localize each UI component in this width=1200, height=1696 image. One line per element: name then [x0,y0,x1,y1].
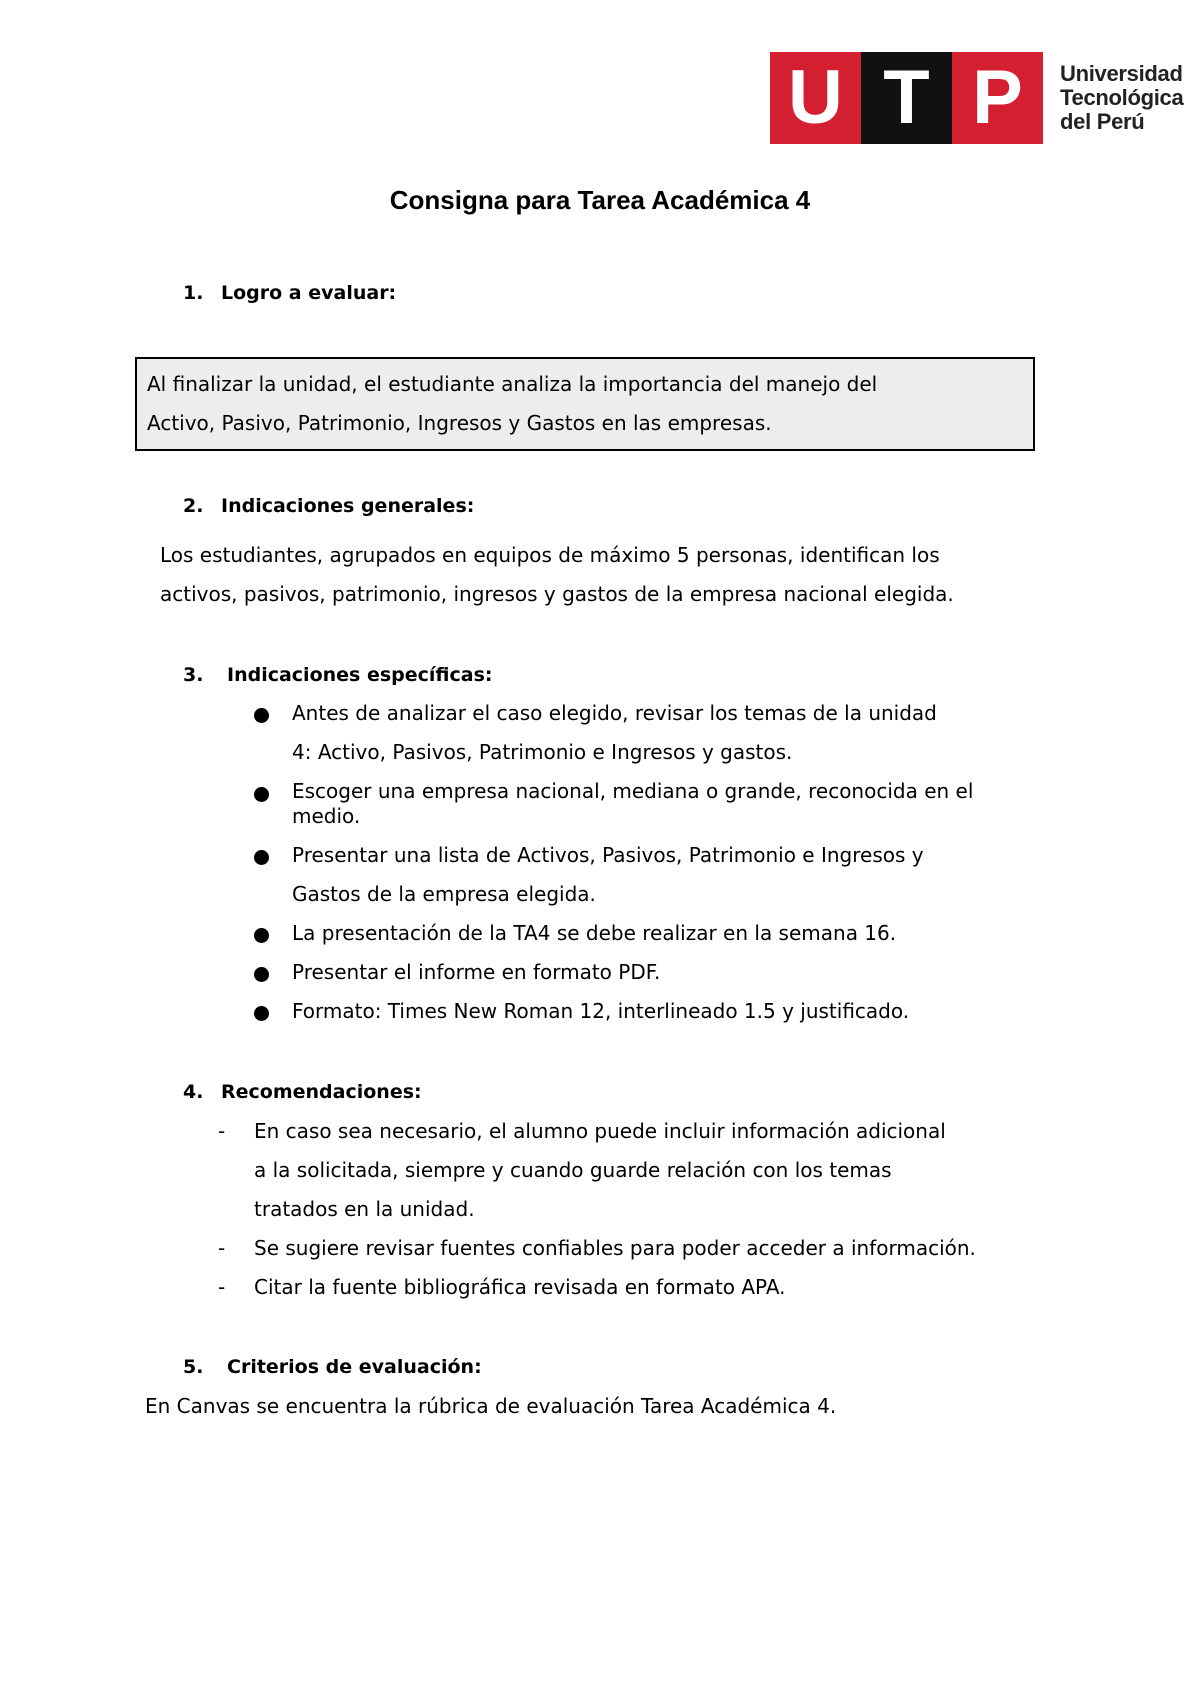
section-number: 3. [183,664,204,686]
criterios-paragraph [145,1387,1105,1426]
list-item-line: Citar la fuente bibliográfica revisada en formato APA. [254,1275,786,1299]
section-heading-text: Recomendaciones: [221,1081,422,1103]
logo-name-line: Tecnológica [1060,85,1184,110]
list-item [218,1268,1098,1307]
logo-university-name [1060,52,1183,144]
section-heading-text: Criterios de evaluación: [227,1356,482,1378]
list-item [218,1112,1098,1229]
list-item-line: Presentar una lista de Activos, Pasivos, Patrimonio e Ingresos y [292,843,924,867]
list-item [254,836,1074,914]
section-number: 5. [183,1356,204,1378]
list-item-line: Presentar el informe en formato PDF. [292,960,661,984]
list-item-line: Antes de analizar el caso elegido, revisar los temas de la unidad [292,701,937,725]
logo-letter-p: P [952,52,1043,144]
bullet-icon [254,787,269,802]
section-heading-indicaciones-generales [183,492,474,520]
list-item-line: Escoger una empresa nacional, mediana o grande, reconocida en el [292,779,974,803]
bullet-icon [254,850,269,865]
section-heading-text: Indicaciones específicas: [227,664,493,686]
logo-name-line: Universidad [1060,61,1183,86]
paragraph-line: En Canvas se encuentra la rúbrica de evaluación Tarea Académica 4. [145,1394,837,1418]
logo-letter-t: T [861,52,952,144]
logro-box [135,357,1035,451]
list-item-line: tratados en la unidad. [254,1197,475,1221]
indicaciones-generales-paragraph [160,536,1080,614]
paragraph-line: Los estudiantes, agrupados en equipos de máximo 5 personas, identifican los [160,543,940,567]
bullet-icon [254,967,269,982]
recomendaciones-list [218,1112,1098,1307]
section-heading-text: Indicaciones generales: [221,495,475,517]
section-heading-indicaciones-especificas [183,661,493,689]
dash-marker: - [218,1275,226,1299]
dash-marker: - [218,1236,226,1260]
section-heading-recomendaciones [183,1078,422,1106]
section-number: 4. [183,1081,204,1103]
list-item-line: La presentación de la TA4 se debe realizar en la semana 16. [292,921,897,945]
bullet-icon [254,708,269,723]
logro-text-line: Al finalizar la unidad, el estudiante analiza la importancia del manejo del [147,372,878,396]
section-number: 1. [183,282,204,304]
list-item-line: Gastos de la empresa elegida. [292,882,596,906]
list-item-line: 4: Activo, Pasivos, Patrimonio e Ingresos y gastos. [292,740,793,764]
logo-letter-u: U [770,52,861,144]
section-heading-criterios [183,1353,482,1381]
list-item-line: medio. [292,804,361,828]
page-title: Consigna para Tarea Académica 4 [389,185,811,215]
list-item-line: Se sugiere revisar fuentes confiables para poder acceder a información. [254,1236,976,1260]
list-item [218,1229,1098,1268]
utp-logo [770,52,1183,144]
section-heading-text: Logro a evaluar: [221,282,397,304]
section-number: 2. [183,495,204,517]
list-item-line: a la solicitada, siempre y cuando guarde relación con los temas [254,1158,892,1182]
bullet-icon [254,1006,269,1021]
list-item [254,772,1074,836]
list-item [254,992,1074,1031]
list-item-line: Formato: Times New Roman 12, interlineado 1.5 y justificado. [292,999,910,1023]
dash-marker: - [218,1119,226,1143]
list-item [254,914,1074,953]
paragraph-line: activos, pasivos, patrimonio, ingresos y gastos de la empresa nacional elegida. [160,582,954,606]
bullet-icon [254,928,269,943]
list-item [254,694,1074,772]
indicaciones-especificas-list [254,694,1074,1031]
list-item [254,953,1074,992]
section-heading-logro [183,279,396,307]
list-item-line: En caso sea necesario, el alumno puede incluir información adicional [254,1119,946,1143]
logo-name-line: del Perú [1060,109,1145,134]
logro-text-line: Activo, Pasivo, Patrimonio, Ingresos y Gastos en las empresas. [147,411,772,435]
